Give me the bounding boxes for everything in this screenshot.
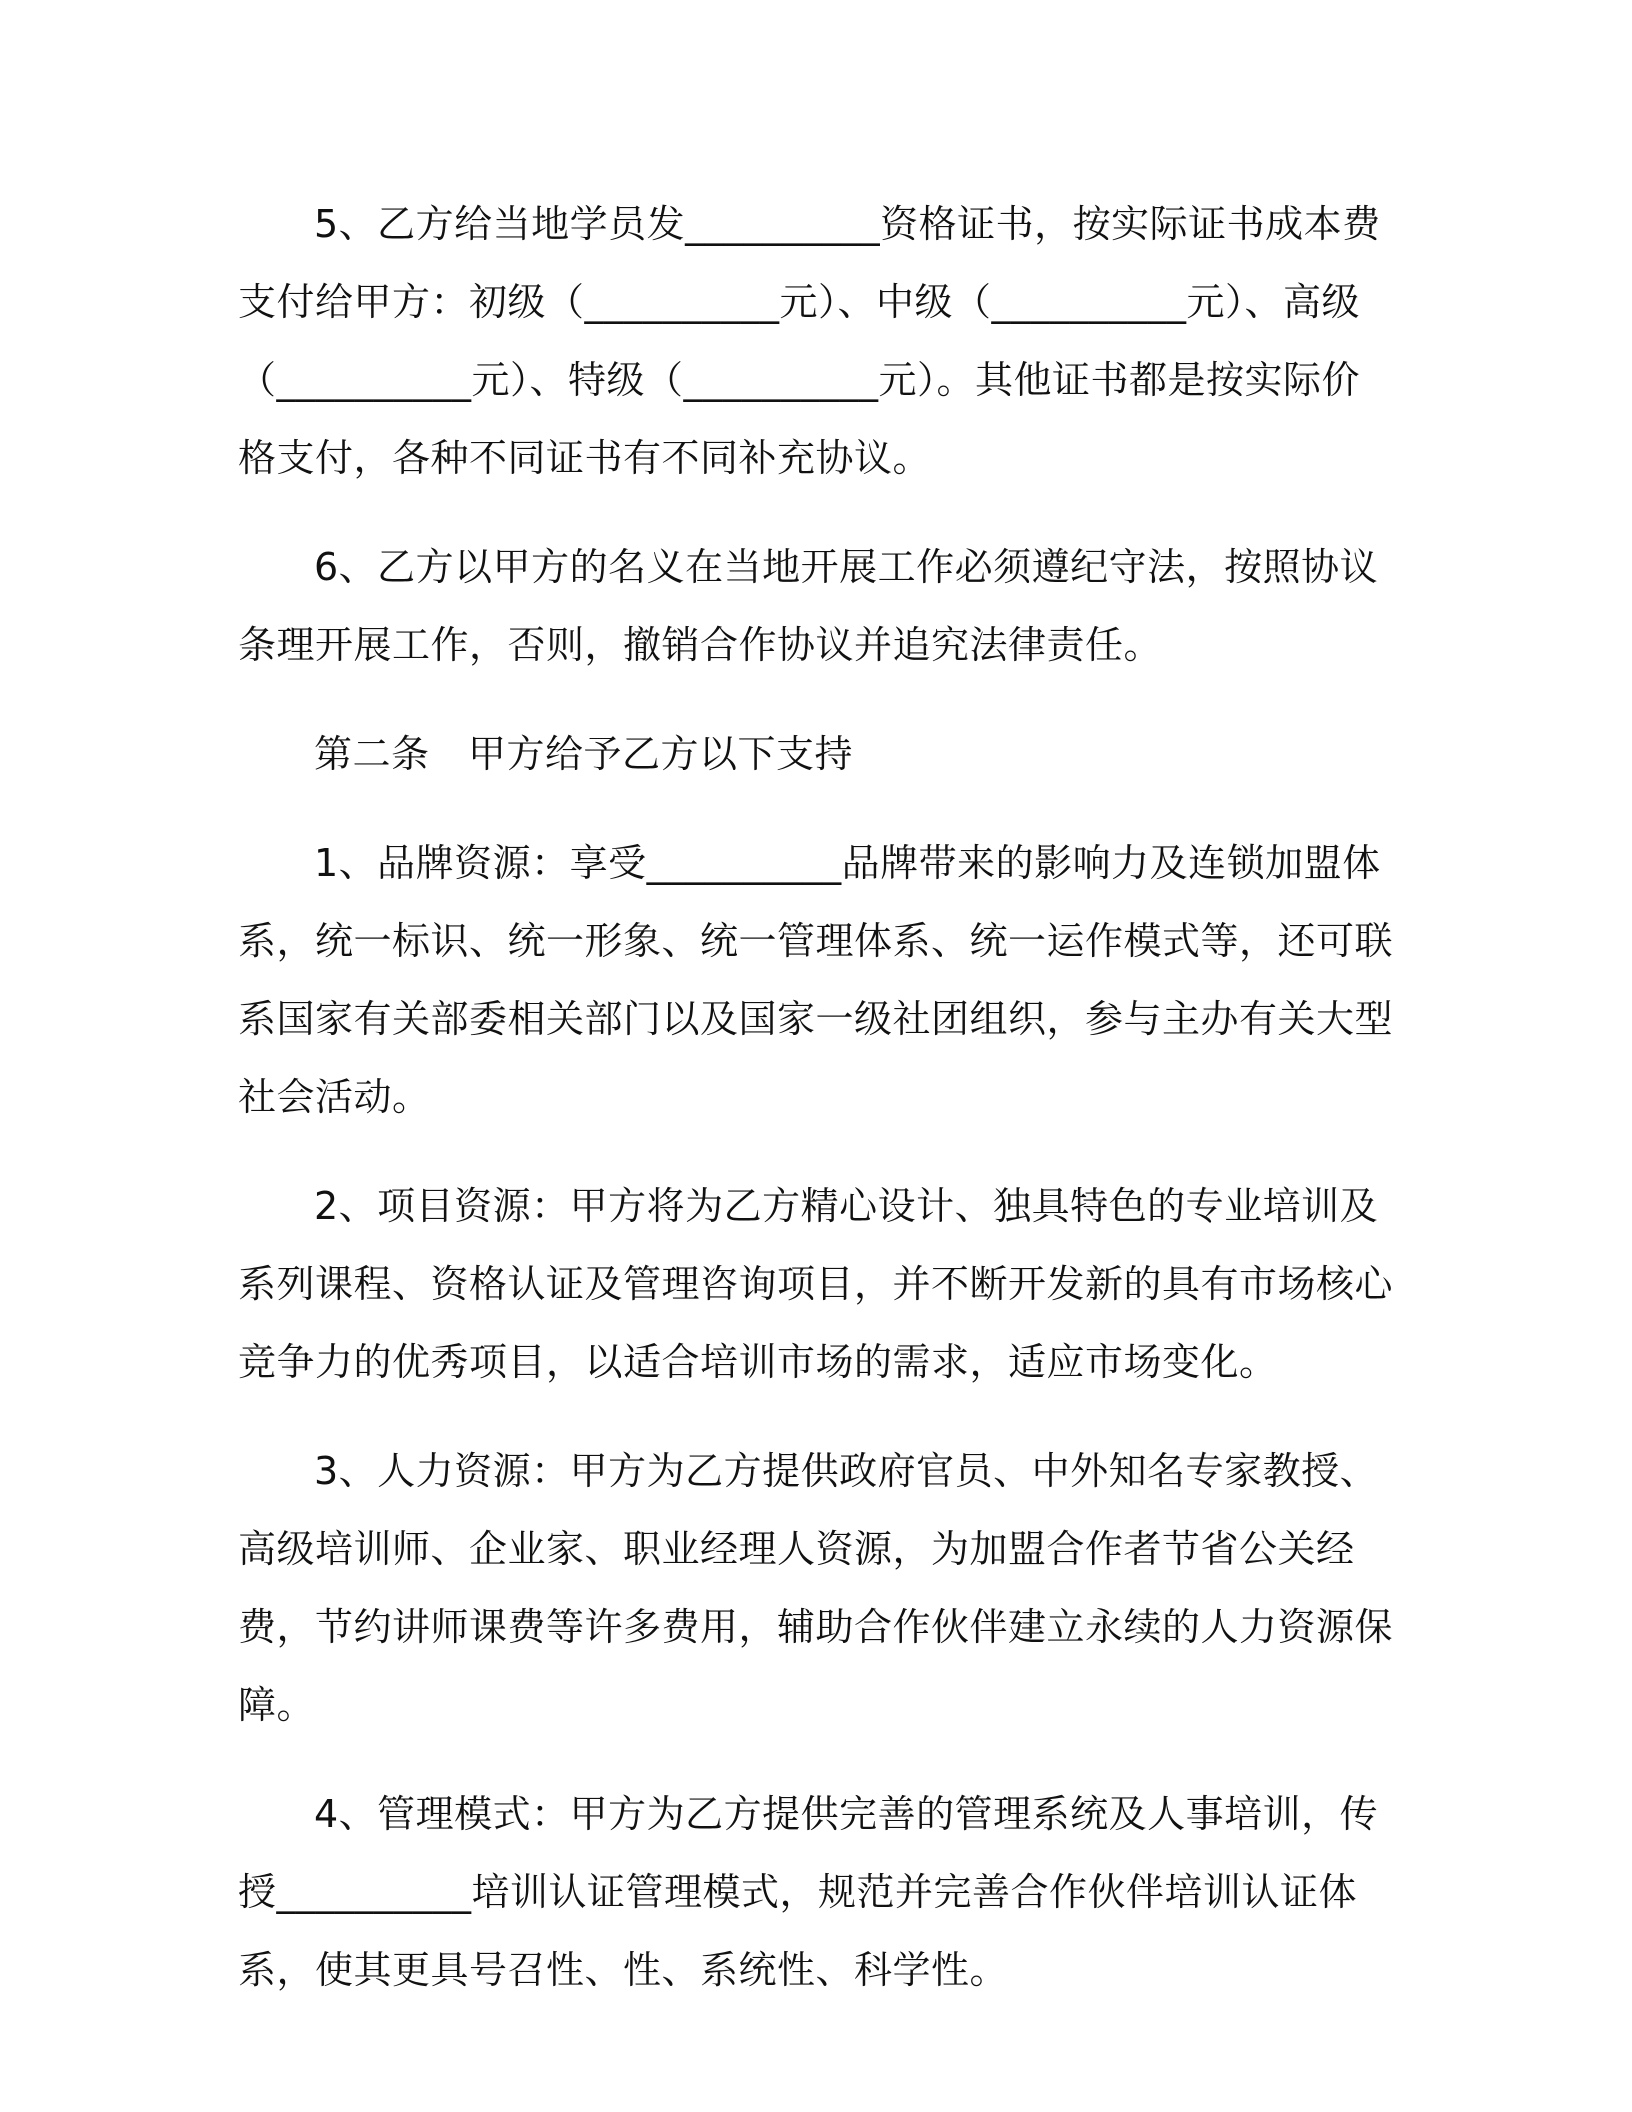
support-item-brand: 1、品牌资源：享受__________品牌带来的影响力及连锁加盟体系，统一标识、统一形象、统一管理体系、统一运作模式等，还可联系国家有关部委相关部门以及国家一级社团组织，参与主办有关大型社会活动。 — [238, 841, 1394, 1119]
clause-6-paragraph: 6、乙方以甲方的名义在当地开展工作必须遵纪守法，按照协议条理开展工作，否则，撤销合作协议并追究法律责任。 — [238, 545, 1379, 667]
clause-5-paragraph: 5、乙方给当地学员发__________资格证书，按实际证书成本费支付给甲方：初级（__________元）、中级（__________元）、高级（__________元）、特级（__________元）。其他证书都是按实际价格支付，各种不同证书有不同补充协议。 — [238, 202, 1381, 480]
section-heading: 第二条 甲方给予乙方以下支持 — [314, 732, 854, 776]
support-item-project: 2、项目资源：甲方将为乙方精心设计、独具特色的专业培训及系列课程、资格认证及管理咨询项目，并不断开发新的具有市场核心竞争力的优秀项目，以适合培训市场的需求，适应市场变化。 — [238, 1184, 1394, 1384]
support-item-management: 4、管理模式：甲方为乙方提供完善的管理系统及人事培训，传授__________培训认证管理模式，规范并完善合作伙伴培训认证体系，使其更具号召性、性、系统性、科学性。 — [238, 1792, 1379, 1992]
support-item-human-resources: 3、人力资源：甲方为乙方提供政府官员、中外知名专家教授、高级培训师、企业家、职业经理人资源，为加盟合作者节省公关经费，节约讲师课费等许多费用，辅助合作伙伴建立永续的人力资源保障。 — [238, 1449, 1394, 1727]
document-body — [238, 185, 1398, 2009]
